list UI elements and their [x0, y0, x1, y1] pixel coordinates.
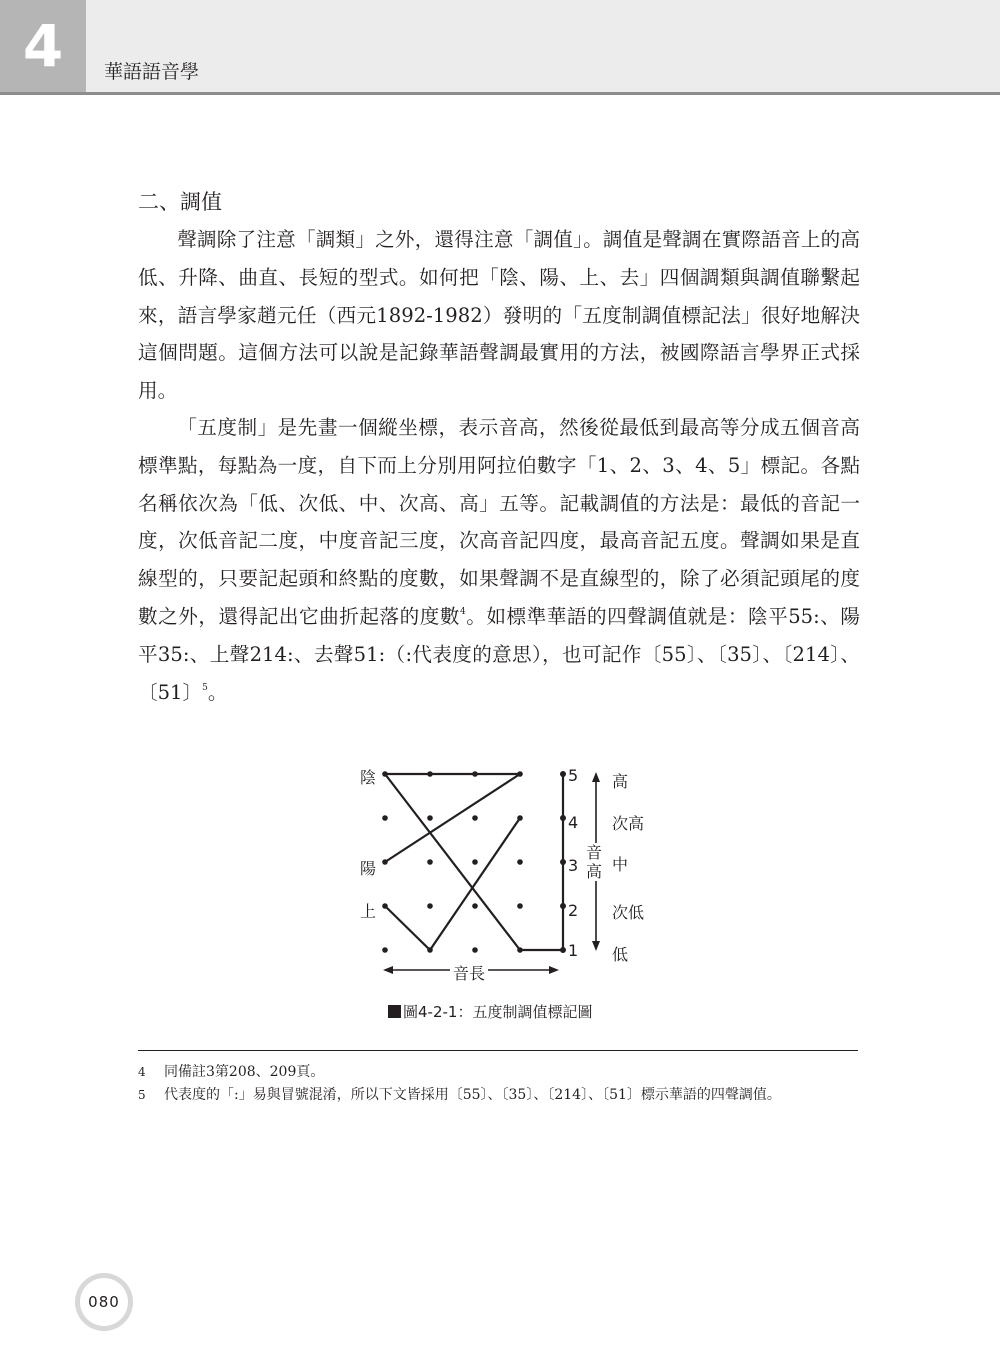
scale-number-3: 3 — [568, 856, 579, 875]
pitch-axis-label: 音高 — [586, 843, 603, 881]
page-number: 080 — [80, 1278, 128, 1326]
grid-dot-2-1 — [472, 947, 478, 953]
scale-tick-dot-4 — [560, 815, 566, 821]
tone-contour-line-3 — [385, 818, 520, 950]
grid-dot-3-3 — [517, 859, 523, 865]
scale-number-1: 1 — [568, 941, 579, 960]
section-heading: 二、調值 — [138, 190, 222, 214]
pitch-level-mid-high: 次高 — [612, 814, 645, 833]
paragraph-1-text: 聲調除了注意「調類」之外，還得注意「調值」。調值是聲調在實際語音上的高低、升降、曲直、長短的型式。如何把「陰、陽、上、去」四個調類與調值聯繫起來，語言學家趙元任（西元1892-1982）發明的「五度制調值標記法」很好地解決這個問題。這個方法可以說是記錄華語聲調最實用的方法，被國際語言學界正式採用。 — [138, 228, 860, 403]
grid-dot-0-1 — [382, 947, 388, 953]
grid-dot-1-4 — [427, 815, 433, 821]
scale-tick-dot-2 — [560, 903, 566, 909]
pitch-level-high: 高 — [612, 772, 629, 791]
grid-dot-2-4 — [472, 815, 478, 821]
scale-number-4: 4 — [568, 813, 579, 832]
footnote-divider — [138, 1050, 858, 1051]
scale-tick-dot-3 — [560, 859, 566, 865]
grid-dot-3-2 — [517, 903, 523, 909]
tone-label-yang: 陽 — [360, 859, 377, 878]
tone-label-yin: 陰 — [360, 768, 377, 787]
grid-dot-0-4 — [382, 815, 388, 821]
paragraph-1 — [138, 221, 860, 410]
footnote-4-text: 同備註3第208、209頁。 — [164, 1064, 325, 1080]
scale-tick-dot-5 — [560, 771, 566, 777]
scale-number-2: 2 — [568, 901, 579, 920]
figure-caption — [388, 1001, 592, 1022]
footnote-5-text: 代表度的「:」易與冒號混淆，所以下文皆採用〔55〕、〔35〕、〔214〕、〔51〕標示華語的四聲調值。 — [164, 1087, 781, 1103]
figure-caption-text: 圖4-2-1：五度制調值標記圖 — [403, 1003, 593, 1021]
duration-axis-arrow-left-icon — [383, 966, 393, 974]
footnote-4 — [138, 1062, 860, 1083]
grid-dot-1-3 — [427, 859, 433, 865]
pitch-axis-arrow-up-icon — [592, 772, 600, 782]
pitch-level-mid-low: 次低 — [612, 903, 645, 922]
paragraph-2-text — [138, 409, 860, 711]
paragraph-2-part-a: 「五度制」是先畫一個縱坐標，表示音高，然後從最低到最高等分成五個音高標準點，每點為一度，自下而上分別用阿拉伯數字「1、2、3、4、5」標記。各點名稱依次為「低、次低、中、次高、高」五等。記載調值的方法是：最低的音記一度，次低音記二度，中度音記三度，次高音記四度，最高音記五度。聲調如果是直線型的，只要記起頭和終點的度數，如果聲調不是直線型的，除了必須記頭尾的度數之外，還得記出它曲折起落的度數 — [138, 416, 860, 628]
grid-dot-2-2 — [472, 903, 478, 909]
footnote-5-number: 5 — [138, 1088, 146, 1102]
running-header-title: 華語語音學 — [104, 61, 200, 83]
caption-square-icon — [388, 1005, 401, 1018]
pitch-level-mid: 中 — [612, 855, 629, 874]
duration-axis-arrow-right-icon — [549, 966, 559, 974]
scale-number-5: 5 — [568, 766, 579, 785]
pitch-axis-arrow-down-icon — [592, 941, 600, 951]
grid-dot-2-3 — [472, 859, 478, 865]
footnote-ref-4: 4 — [459, 606, 466, 617]
paragraph-2-part-c: 。 — [207, 680, 228, 704]
duration-axis-label: 音長 — [450, 961, 488, 984]
footnote-ref-5: 5 — [202, 682, 208, 693]
five-level-tone-figure — [340, 755, 680, 995]
footnote-5 — [138, 1085, 860, 1106]
tone-contour-line-4 — [385, 774, 520, 950]
paragraph-2-part-b: 。如標準華語的四聲調值就是：陰平55:、陽平35:、上聲214:、去聲51:（:代表度的意思），也可記作〔55〕、〔35〕、〔214〕、〔51〕 — [138, 604, 860, 704]
footnote-4-number: 4 — [138, 1065, 146, 1079]
chapter-number-tab: 4 — [0, 0, 86, 92]
pitch-level-low: 低 — [612, 945, 629, 964]
tone-chart-svg — [340, 755, 680, 995]
page-number-badge — [75, 1273, 133, 1331]
paragraph-2 — [138, 409, 860, 711]
grid-dot-1-2 — [427, 903, 433, 909]
tone-label-shang: 上 — [360, 902, 377, 921]
